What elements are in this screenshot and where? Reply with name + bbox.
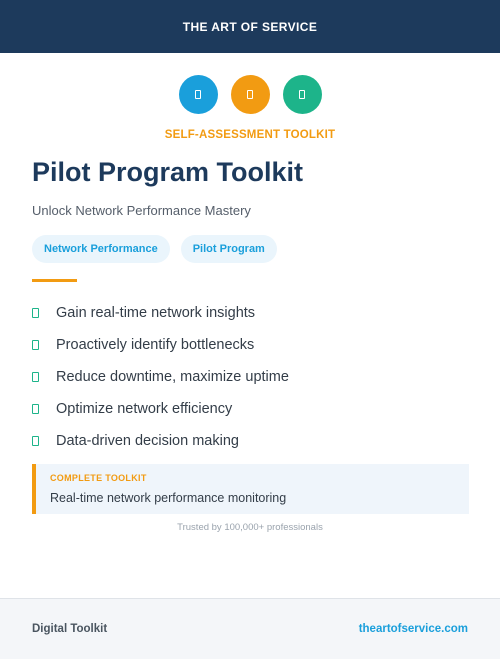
- tag-pilot-program: Pilot Program: [181, 235, 277, 263]
- page-title: Pilot Program Toolkit: [32, 157, 304, 187]
- tag-list: [32, 235, 277, 263]
- orange-badge-icon: [231, 75, 270, 114]
- doc-glyph-icon: [247, 90, 253, 99]
- green-badge-icon: [283, 75, 322, 114]
- callout-text: Real-time network performance monitoring: [50, 491, 287, 505]
- check-icon: [32, 340, 39, 350]
- accent-divider: [32, 279, 77, 282]
- check-icon: [32, 308, 39, 318]
- blue-badge-icon: [179, 75, 218, 114]
- check-icon: [32, 372, 39, 382]
- feature-text: Proactively identify bottlenecks: [56, 337, 255, 353]
- list-item: [32, 361, 289, 393]
- feature-text: Gain real-time network insights: [56, 305, 256, 321]
- toolkit-callout: [32, 464, 469, 514]
- brand-name: THE ART OF SERVICE: [182, 19, 318, 34]
- footer-label: Digital Toolkit: [32, 623, 108, 635]
- tag-network-performance: Network Performance: [32, 235, 170, 263]
- check-icon: [32, 404, 39, 414]
- page-subtitle: Unlock Network Performance Mastery: [32, 203, 251, 218]
- list-item: [32, 329, 289, 361]
- icon-row: [0, 75, 500, 114]
- feature-text: Reduce downtime, maximize uptime: [56, 369, 289, 385]
- doc-glyph-icon: [195, 90, 201, 99]
- website-link[interactable]: theartofservice.com: [358, 623, 468, 635]
- list-item: [32, 425, 289, 457]
- trust-statement: Trusted by 100,000+ professionals: [177, 522, 323, 533]
- kicker-label: SELF-ASSESSMENT TOOLKIT: [164, 129, 336, 141]
- feature-text: Data-driven decision making: [56, 433, 239, 449]
- check-icon: [32, 436, 39, 446]
- callout-label: COMPLETE TOOLKIT: [50, 473, 147, 483]
- footer: [0, 598, 500, 659]
- feature-text: Optimize network efficiency: [56, 401, 233, 417]
- doc-glyph-icon: [299, 90, 305, 99]
- top-banner: [0, 0, 500, 53]
- list-item: [32, 297, 289, 329]
- feature-list: [32, 297, 289, 457]
- list-item: [32, 393, 289, 425]
